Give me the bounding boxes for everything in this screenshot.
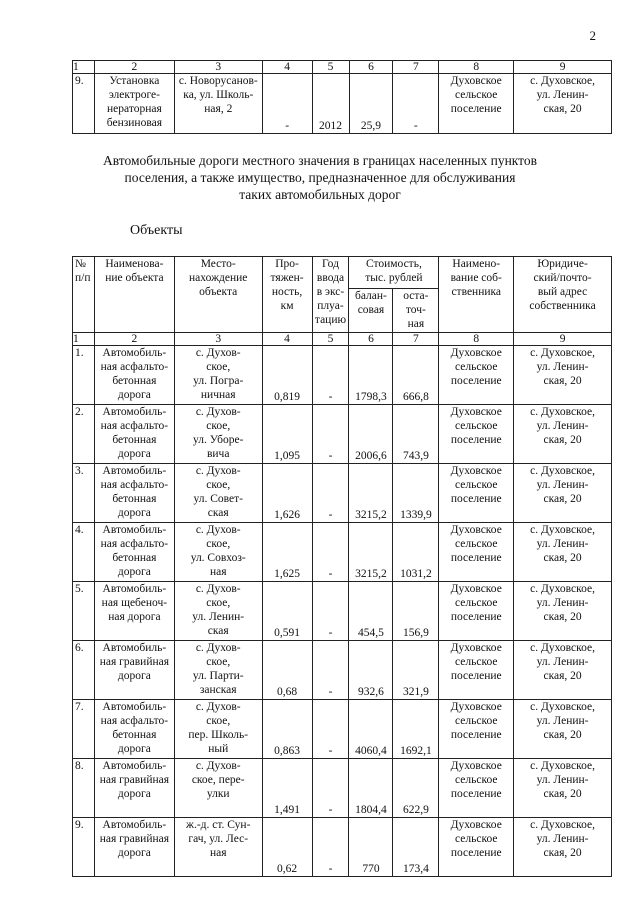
object-owner: Духовское сельское поселение — [439, 700, 514, 759]
index-cell: 4 — [262, 61, 312, 74]
object-year: - — [312, 759, 349, 818]
row-number: 5. — [73, 582, 95, 641]
object-location: с. Духов- ское, ул. Уборе- вича — [174, 405, 262, 464]
object-location: с. Духов- ское, ул. Парти- занская — [174, 641, 262, 700]
object-residual-cost: 1692,1 — [393, 700, 439, 759]
object-length: 0,863 — [262, 700, 312, 759]
section-heading: Автомобильные дороги местного значения в границах населенных пунктов поселения, а также имущество, предназначенное для обслуживания таких автомобильных дорог — [102, 153, 538, 202]
object-balance-cost: 1798,3 — [349, 346, 393, 405]
object-balance-cost: 454,5 — [349, 582, 393, 641]
object-residual-cost: 173,4 — [393, 818, 439, 877]
object-name: Автомобиль- ная асфальто- бетонная дорога — [94, 464, 174, 523]
table-row — [73, 346, 612, 405]
index-cell: 1 — [73, 61, 95, 74]
table-row — [73, 405, 612, 464]
object-residual-cost: - — [393, 74, 439, 134]
object-year: - — [312, 464, 349, 523]
index-cell: 5 — [312, 333, 349, 346]
object-owner-address: с. Духовское, ул. Ленин- ская, 20 — [514, 405, 612, 464]
object-location: ж.-д. ст. Сун- гач, ул. Лес- ная — [174, 818, 262, 877]
object-owner-address: с. Духовское, ул. Ленин- ская, 20 — [514, 700, 612, 759]
header-name: Наименова- ние объекта — [94, 257, 174, 333]
index-cell: 6 — [349, 333, 393, 346]
object-owner-address: с. Духовское, ул. Ленин- ская, 20 — [514, 346, 612, 405]
object-length: 0,68 — [262, 641, 312, 700]
row-number: 9. — [73, 74, 95, 134]
index-cell: 9 — [514, 61, 612, 74]
table-row — [73, 818, 612, 877]
object-length: 0,819 — [262, 346, 312, 405]
table-row — [73, 523, 612, 582]
object-location: с. Новорусанов- ка, ул. Школь- ная, 2 — [174, 74, 262, 134]
header-location: Место- нахождение объекта — [174, 257, 262, 333]
object-residual-cost: 321,9 — [393, 641, 439, 700]
object-balance-cost: 770 — [349, 818, 393, 877]
object-balance-cost: 1804,4 — [349, 759, 393, 818]
object-year: - — [312, 700, 349, 759]
object-length: - — [262, 74, 312, 134]
object-length: 1,095 — [262, 405, 312, 464]
table-row — [73, 582, 612, 641]
object-residual-cost: 622,9 — [393, 759, 439, 818]
object-owner-address: с. Духовское, ул. Ленин- ская, 20 — [514, 74, 612, 134]
object-year: - — [312, 582, 349, 641]
index-cell: 3 — [174, 61, 262, 74]
object-length: 1,625 — [262, 523, 312, 582]
top-table-index-row — [73, 61, 612, 74]
object-name: Автомобиль- ная асфальто- бетонная дорога — [94, 346, 174, 405]
object-name: Автомобиль- ная асфальто- бетонная дорога — [94, 700, 174, 759]
object-length: 1,626 — [262, 464, 312, 523]
table-row — [73, 74, 612, 134]
table-row — [73, 464, 612, 523]
header-cost: Стоимость, тыс. рублей — [349, 257, 439, 289]
header-owner: Наимено- вание соб- ственника — [439, 257, 514, 333]
table-row — [73, 641, 612, 700]
object-owner: Духовское сельское поселение — [439, 818, 514, 877]
object-owner: Духовское сельское поселение — [439, 74, 514, 134]
row-number: 2. — [73, 405, 95, 464]
object-residual-cost: 666,8 — [393, 346, 439, 405]
object-year: - — [312, 346, 349, 405]
index-row — [73, 333, 612, 346]
page-number: 2 — [589, 28, 596, 43]
object-owner: Духовское сельское поселение — [439, 523, 514, 582]
object-year: - — [312, 641, 349, 700]
header-year: Год ввода в экс- плуа- тацию — [312, 257, 349, 333]
object-owner-address: с. Духовское, ул. Ленин- ская, 20 — [514, 818, 612, 877]
header-row — [73, 257, 612, 289]
object-location: с. Духов- ское, ул. Погра- ничная — [174, 346, 262, 405]
object-length: 1,491 — [262, 759, 312, 818]
object-name: Автомобиль- ная асфальто- бетонная дорога — [94, 405, 174, 464]
object-residual-cost: 1339,9 — [393, 464, 439, 523]
row-number: 9. — [73, 818, 95, 877]
index-cell: 9 — [514, 333, 612, 346]
object-owner-address: с. Духовское, ул. Ленин- ская, 20 — [514, 464, 612, 523]
index-cell: 2 — [94, 333, 174, 346]
object-owner-address: с. Духовское, ул. Ленин- ская, 20 — [514, 641, 612, 700]
object-name: Автомобиль- ная асфальто- бетонная дорога — [94, 523, 174, 582]
object-balance-cost: 3215,2 — [349, 523, 393, 582]
header-length: Про- тяжен- ность, км — [262, 257, 312, 333]
top-table — [72, 60, 612, 134]
index-cell: 8 — [439, 61, 514, 74]
object-residual-cost: 156,9 — [393, 582, 439, 641]
index-cell: 6 — [349, 61, 393, 74]
index-cell: 3 — [174, 333, 262, 346]
index-cell: 5 — [312, 61, 349, 74]
object-balance-cost: 3215,2 — [349, 464, 393, 523]
object-name: Установка электроге- нераторная бензиновая — [94, 74, 174, 134]
road-rows — [73, 346, 612, 877]
object-balance-cost: 932,6 — [349, 641, 393, 700]
object-location: с. Духов- ское, ул. Совхоз- ная — [174, 523, 262, 582]
row-number: 3. — [73, 464, 95, 523]
roads-table — [72, 256, 612, 877]
object-owner: Духовское сельское поселение — [439, 464, 514, 523]
object-location: с. Духов- ское, пере- улки — [174, 759, 262, 818]
section-subheading: Объекты — [130, 223, 183, 238]
index-cell: 2 — [94, 61, 174, 74]
object-length: 0,62 — [262, 818, 312, 877]
object-owner: Духовское сельское поселение — [439, 759, 514, 818]
object-year: - — [312, 405, 349, 464]
table-row — [73, 700, 612, 759]
object-year: - — [312, 523, 349, 582]
row-number: 7. — [73, 700, 95, 759]
index-cell: 4 — [262, 333, 312, 346]
object-balance-cost: 4060,4 — [349, 700, 393, 759]
object-owner-address: с. Духовское, ул. Ленин- ская, 20 — [514, 582, 612, 641]
row-number: 8. — [73, 759, 95, 818]
object-owner: Духовское сельское поселение — [439, 582, 514, 641]
object-location: с. Духов- ское, ул. Совет- ская — [174, 464, 262, 523]
object-owner-address: с. Духовское, ул. Ленин- ская, 20 — [514, 759, 612, 818]
index-cell: 7 — [393, 61, 439, 74]
header-balance: балан- совая — [349, 289, 393, 333]
header-address: Юридиче- ский/почто- вый адрес собственника — [514, 257, 612, 333]
object-balance-cost: 25,9 — [349, 74, 393, 134]
index-cell: 8 — [439, 333, 514, 346]
object-name: Автомобиль- ная гравийная дорога — [94, 759, 174, 818]
object-owner: Духовское сельское поселение — [439, 641, 514, 700]
row-number: 4. — [73, 523, 95, 582]
object-year: - — [312, 818, 349, 877]
object-name: Автомобиль- ная щебеноч- ная дорога — [94, 582, 174, 641]
object-residual-cost: 1031,2 — [393, 523, 439, 582]
index-cell: 1 — [73, 333, 95, 346]
row-number: 6. — [73, 641, 95, 700]
object-owner: Духовское сельское поселение — [439, 405, 514, 464]
object-residual-cost: 743,9 — [393, 405, 439, 464]
object-year: 2012 — [312, 74, 349, 134]
table-row — [73, 759, 612, 818]
object-location: с. Духов- ское, ул. Ленин- ская — [174, 582, 262, 641]
row-number: 1. — [73, 346, 95, 405]
object-balance-cost: 2006,6 — [349, 405, 393, 464]
header-num: № п/п — [73, 257, 95, 333]
object-owner: Духовское сельское поселение — [439, 346, 514, 405]
object-length: 0,591 — [262, 582, 312, 641]
header-residual: оста- точ- ная — [393, 289, 439, 333]
index-cell: 7 — [393, 333, 439, 346]
object-name: Автомобиль- ная гравийная дорога — [94, 818, 174, 877]
object-location: с. Духов- ское, пер. Школь- ный — [174, 700, 262, 759]
object-owner-address: с. Духовское, ул. Ленин- ская, 20 — [514, 523, 612, 582]
object-name: Автомобиль- ная гравийная дорога — [94, 641, 174, 700]
